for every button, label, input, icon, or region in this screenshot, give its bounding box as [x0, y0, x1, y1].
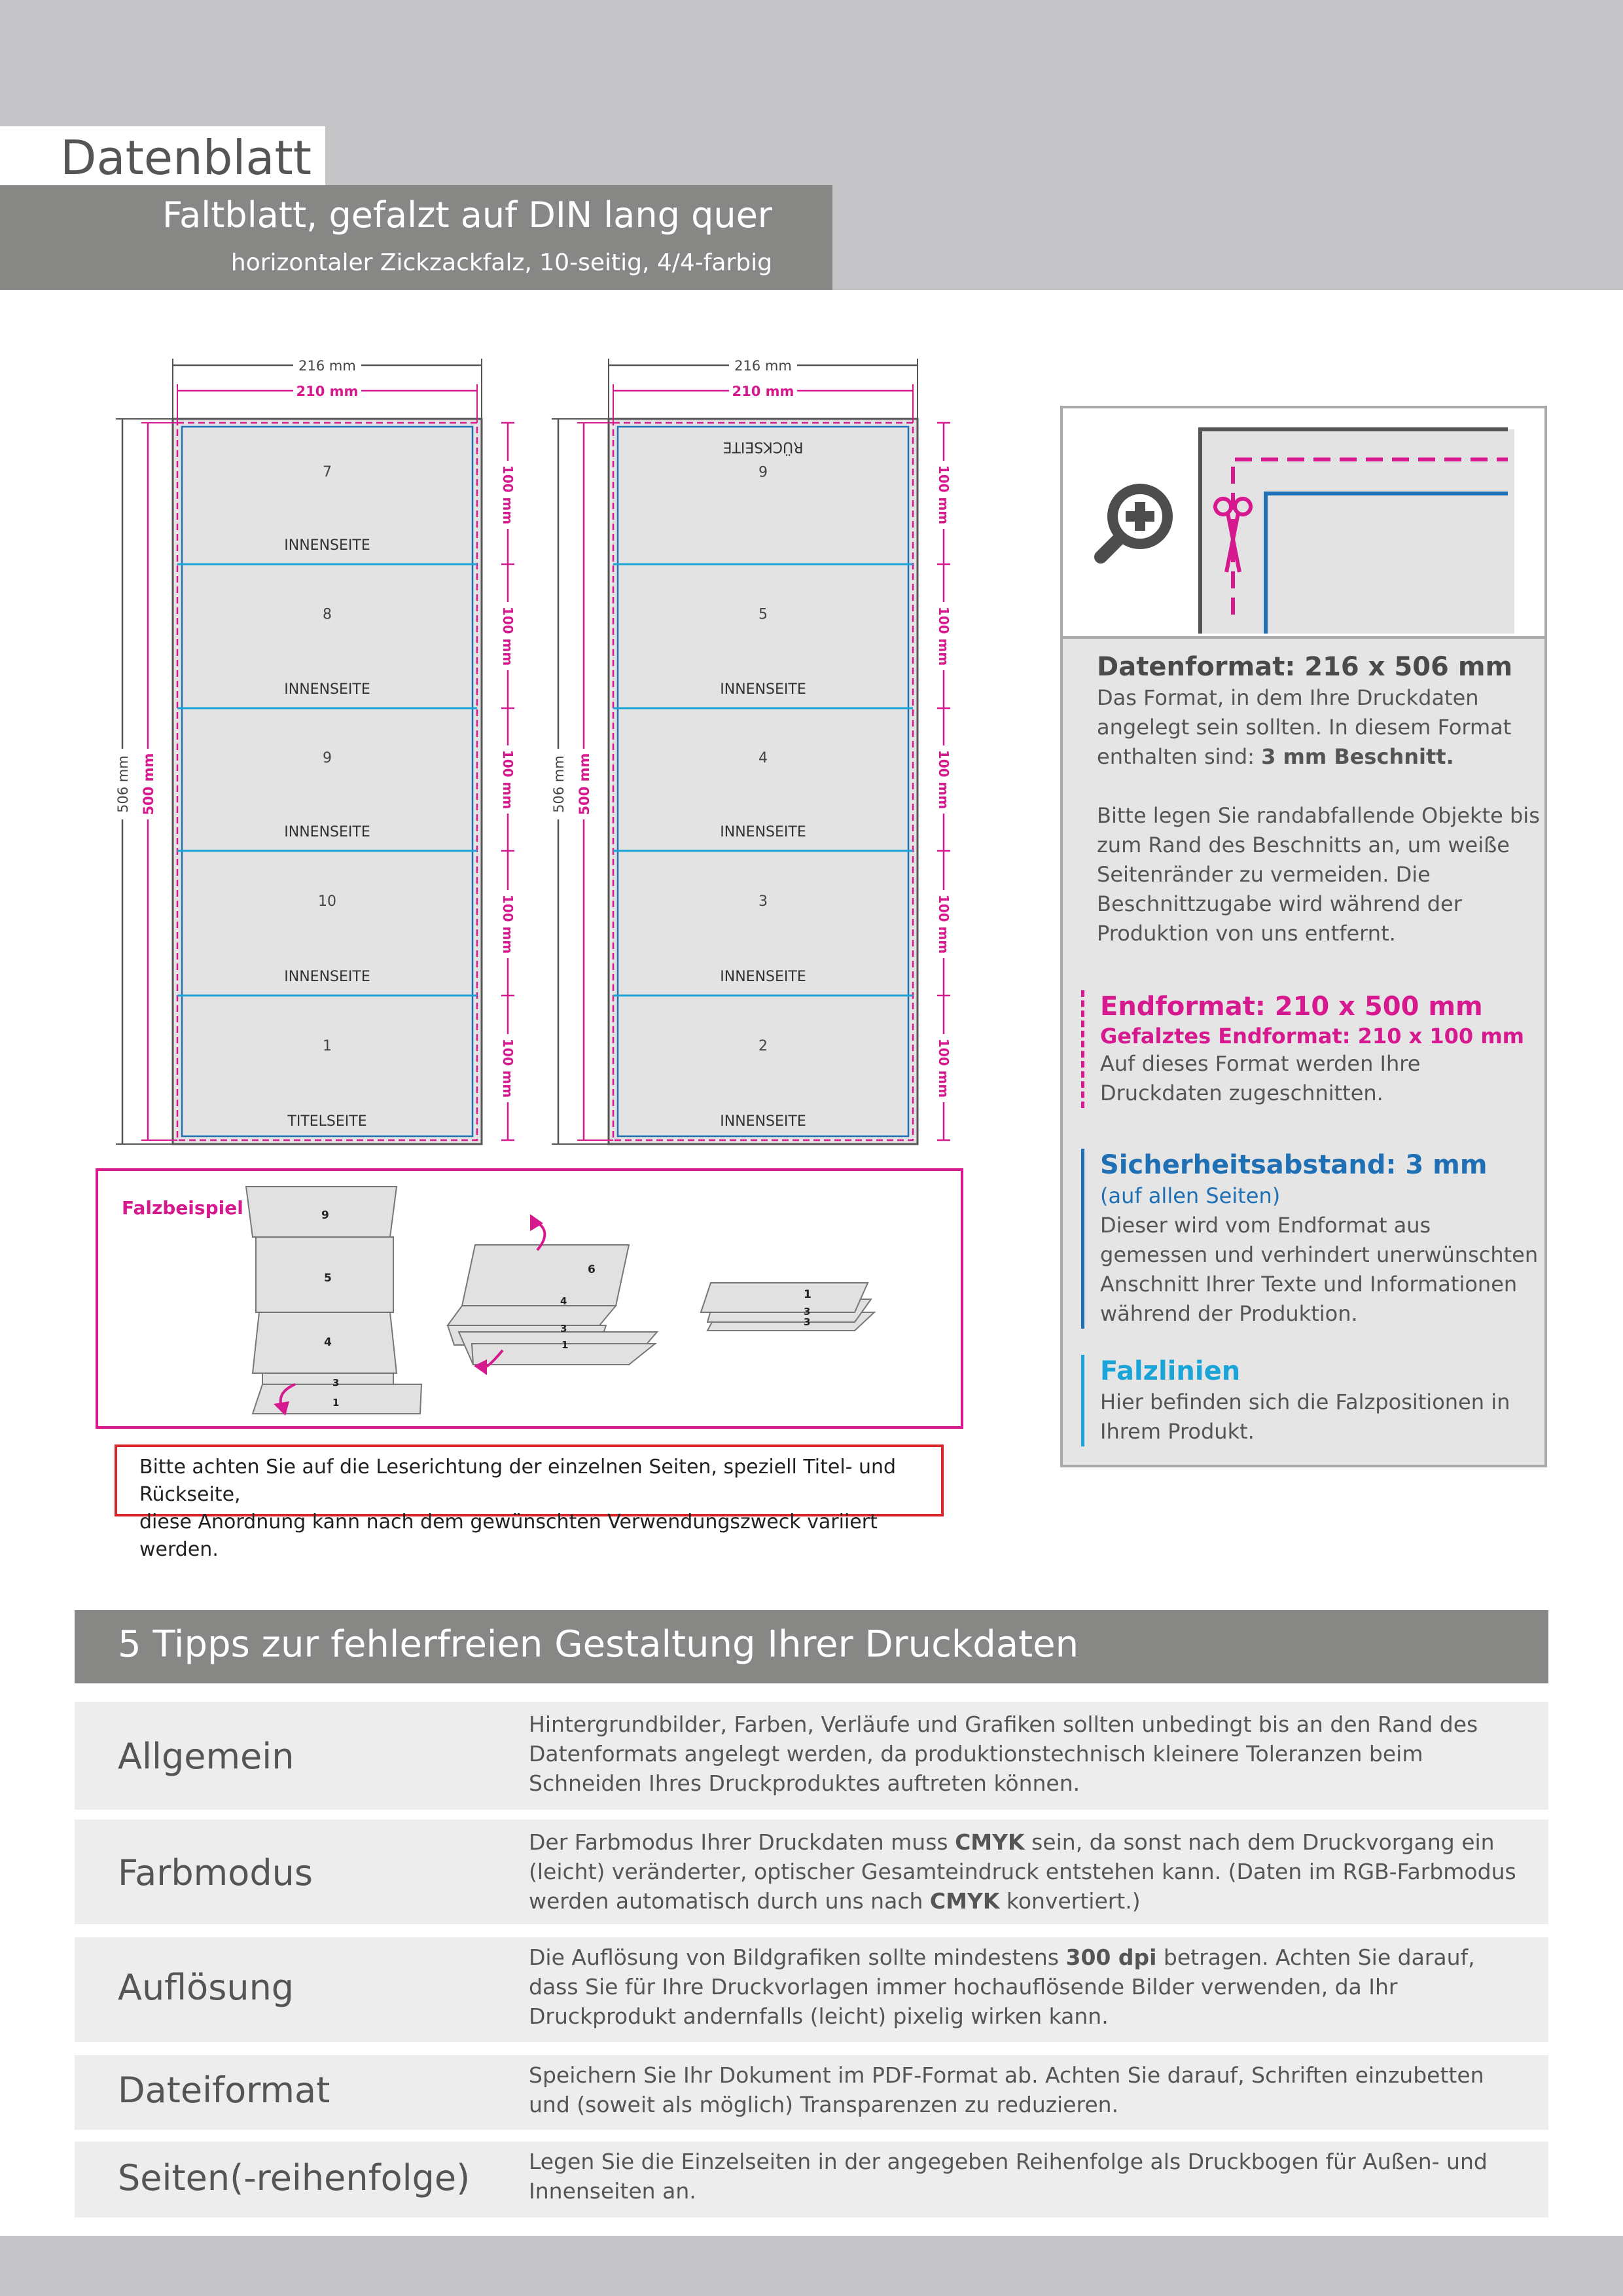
product-detail: horizontaler Zickzackfalz, 10-seitig, 4/4-farbig	[230, 249, 772, 276]
notice-line-1: Bitte achten Sie auf die Leserichtung der einzelnen Seiten, speziell Titel- und Rückseite,	[139, 1456, 897, 1506]
left-dim-panel-4: 100 mm	[500, 894, 516, 954]
fold-step-1-num-5: 1	[332, 1397, 340, 1408]
left-dim-panel-1: 100 mm	[500, 465, 516, 525]
tip-row	[75, 2142, 1548, 2217]
fold-step-1-num-4: 3	[332, 1377, 340, 1389]
left-panel-label-3: INNENSEITE	[284, 824, 370, 840]
right-panel-number-3: 4	[758, 749, 768, 766]
fold-step-3	[701, 1283, 874, 1331]
tip-text: Legen Sie die Einzelseiten in der angegeben Reihenfolge als Druckbogen für Außen- und Innenseiten an.	[529, 2149, 1488, 2204]
right-dim-panel-3: 100 mm	[936, 749, 952, 810]
right-dim-panel-1: 100 mm	[936, 465, 952, 525]
fold-step-2-num-4: 1	[562, 1339, 569, 1351]
tip-text: Hintergrundbilder, Farben, Verläufe und Grafiken sollten unbedingt bis an den Rand des Datenformats angelegt werden, da produktionstechnisch kleinere Toleranzen beim Schneiden Ihres Druckproduktes auftreten können.	[529, 1712, 1478, 1796]
endformat-block	[1081, 990, 1542, 1108]
right-dim-panel-5: 100 mm	[936, 1038, 952, 1098]
magnifier-icon	[1101, 484, 1173, 557]
left-panel-label-1: INNENSEITE	[284, 537, 370, 554]
fold-step-1-num-1: 9	[321, 1209, 329, 1222]
tips-heading: 5 Tipps zur fehlerfreien Gestaltung Ihrer Druckdaten	[118, 1623, 1079, 1666]
right-panel-number-1: 6	[758, 462, 768, 479]
tip-label: Dateiformat	[118, 2070, 330, 2111]
right-panel-label-4: INNENSEITE	[720, 969, 806, 985]
datenformat-block	[1097, 651, 1542, 948]
right-dim-height-inner: 500 mm	[577, 753, 592, 816]
tip-row	[75, 1937, 1548, 2042]
datenformat-text: Das Format, in dem Ihre Druckdaten angelegt sein sollten. In diesem Format enthalten sind: 3 mm Beschnitt.	[1097, 685, 1512, 769]
tip-label: Seiten(-reihenfolge)	[118, 2157, 471, 2198]
right-panel-label-1: RÜCKSEITE	[722, 439, 804, 455]
left-panel-number-3: 9	[323, 749, 332, 766]
left-panel-number-4: 10	[318, 893, 336, 910]
right-panel-label-2: INNENSEITE	[720, 681, 806, 698]
left-sheet-data-format	[173, 419, 482, 1144]
right-dim-width-outer: 216 mm	[734, 358, 792, 374]
beschnitt-text: Bitte legen Sie randabfallende Objekte bis zum Rand des Beschnitts an, um weiße Seitenränder zu vermeiden. Die Beschnittzugabe wird während der Produktion von uns entfernt.	[1097, 803, 1540, 946]
format-diagram	[0, 0, 969, 1165]
left-panel-number-1: 7	[323, 464, 332, 481]
endformat-sub: Gefalztes Endformat: 210 x 100 mm	[1100, 1024, 1525, 1049]
format-descriptions	[1097, 651, 1542, 1446]
zoom-detail	[1063, 408, 1544, 639]
sicherheit-text: Dieser wird vom Endformat aus gemessen und verhindert unerwünschten Anschnitt Ihrer Texte und Informationen während der Produktion.	[1100, 1213, 1539, 1326]
tip-label: Farbmodus	[118, 1852, 313, 1893]
zoom-detail-graphic	[1063, 408, 1544, 634]
datenformat-title: Datenformat: 216 x 506 mm	[1097, 652, 1513, 682]
left-panel-label-4: INNENSEITE	[284, 969, 370, 985]
left-dim-height-inner: 500 mm	[141, 753, 156, 816]
tip-row	[75, 1820, 1548, 1924]
sicherheit-title: Sicherheitsabstand: 3 mm	[1100, 1150, 1488, 1180]
left-dim-width-inner: 210 mm	[296, 384, 359, 399]
right-panel-number-2: 5	[758, 606, 768, 623]
tip-text: Speichern Sie Ihr Dokument im PDF-Format ab. Achten Sie darauf, Schriften einzubetten und (soweit als möglich) Transparenzen zu reduzieren.	[529, 2062, 1484, 2117]
tip-text: Die Auflösung von Bildgrafiken sollte mindestens 300 dpi betragen. Achten Sie darauf, dass Sie für Ihre Druckvorlagen immer hochauflösende Bilder verwenden, da Ihr Druckprodukt andernfalls (leicht) pixelig wirken kann.	[529, 1945, 1475, 2029]
left-dim-width-outer: 216 mm	[298, 358, 356, 374]
fold-step-2-num-2: 4	[560, 1295, 567, 1307]
notice-line-2: diese Anordnung kann nach dem gewünschten Verwendungszweck variiert werden.	[139, 1511, 878, 1561]
product-title: Faltblatt, gefalzt auf DIN lang quer	[162, 194, 772, 236]
left-dim-panel-3: 100 mm	[500, 749, 516, 810]
left-dim-panel-2: 100 mm	[500, 606, 516, 666]
right-dim-width-inner: 210 mm	[732, 384, 794, 399]
tip-row	[75, 1702, 1548, 1810]
right-dim-panel-2: 100 mm	[936, 606, 952, 666]
left-dim-panel-5: 100 mm	[500, 1038, 516, 1098]
right-panel-number-4: 3	[758, 893, 768, 910]
fold-step-3-num-3: 3	[804, 1316, 811, 1328]
falz-title: Falzlinien	[1100, 1356, 1241, 1386]
fold-step-3-num-2: 3	[804, 1306, 811, 1318]
reading-direction-notice	[115, 1444, 944, 1561]
page-title: Datenblatt	[60, 130, 312, 185]
tip-row	[75, 2055, 1548, 2130]
footer-band	[0, 2236, 1623, 2296]
right-sheet-data-format	[609, 419, 918, 1144]
fold-step-2-num-3: 3	[560, 1323, 567, 1335]
endformat-title: Endformat: 210 x 500 mm	[1100, 992, 1483, 1022]
tip-text: Der Farbmodus Ihrer Druckdaten muss CMYK sein, da sonst nach dem Druckvorgang ein (leicht) veränderter, optischer Gesamteindruck entstehen kann. (Daten im RGB-Farbmodus werden automatisch durch uns nach CMYK konvertiert.)	[529, 1829, 1516, 1914]
left-panel-label-5: TITELSEITE	[287, 1113, 367, 1130]
tip-label: Auflösung	[118, 1967, 294, 2008]
left-panel-label-2: INNENSEITE	[284, 681, 370, 698]
sicherheit-sub: (auf allen Seiten)	[1100, 1183, 1281, 1208]
right-panel-label-3: INNENSEITE	[720, 824, 806, 840]
fold-example-label: Falzbeispiel	[122, 1197, 243, 1219]
falz-block	[1081, 1355, 1542, 1446]
falz-text: Hier befinden sich die Falzpositionen in Ihrem Produkt.	[1100, 1390, 1510, 1444]
fold-step-1-num-2: 5	[324, 1272, 332, 1285]
sicherheit-block	[1081, 1149, 1542, 1329]
tip-label: Allgemein	[118, 1736, 294, 1777]
right-panel-label-5: INNENSEITE	[720, 1113, 806, 1130]
endformat-text: Auf dieses Format werden Ihre Druckdaten zugeschnitten.	[1100, 1051, 1421, 1105]
fold-step-2-num-1: 6	[588, 1263, 596, 1276]
left-panel-number-2: 8	[323, 606, 332, 623]
format-info-panel	[1060, 406, 1547, 1467]
fold-step-1-num-3: 4	[324, 1336, 332, 1349]
right-dim-panel-4: 100 mm	[936, 894, 952, 954]
fold-example	[96, 1168, 963, 1429]
left-panel-number-5: 1	[323, 1037, 332, 1054]
right-dim-height-outer: 506 mm	[551, 755, 567, 813]
right-panel-number-5: 2	[758, 1037, 768, 1054]
tips-heading-bar	[75, 1610, 1548, 1683]
fold-step-3-num-1: 1	[804, 1288, 812, 1301]
left-dim-height-outer: 506 mm	[115, 755, 131, 813]
